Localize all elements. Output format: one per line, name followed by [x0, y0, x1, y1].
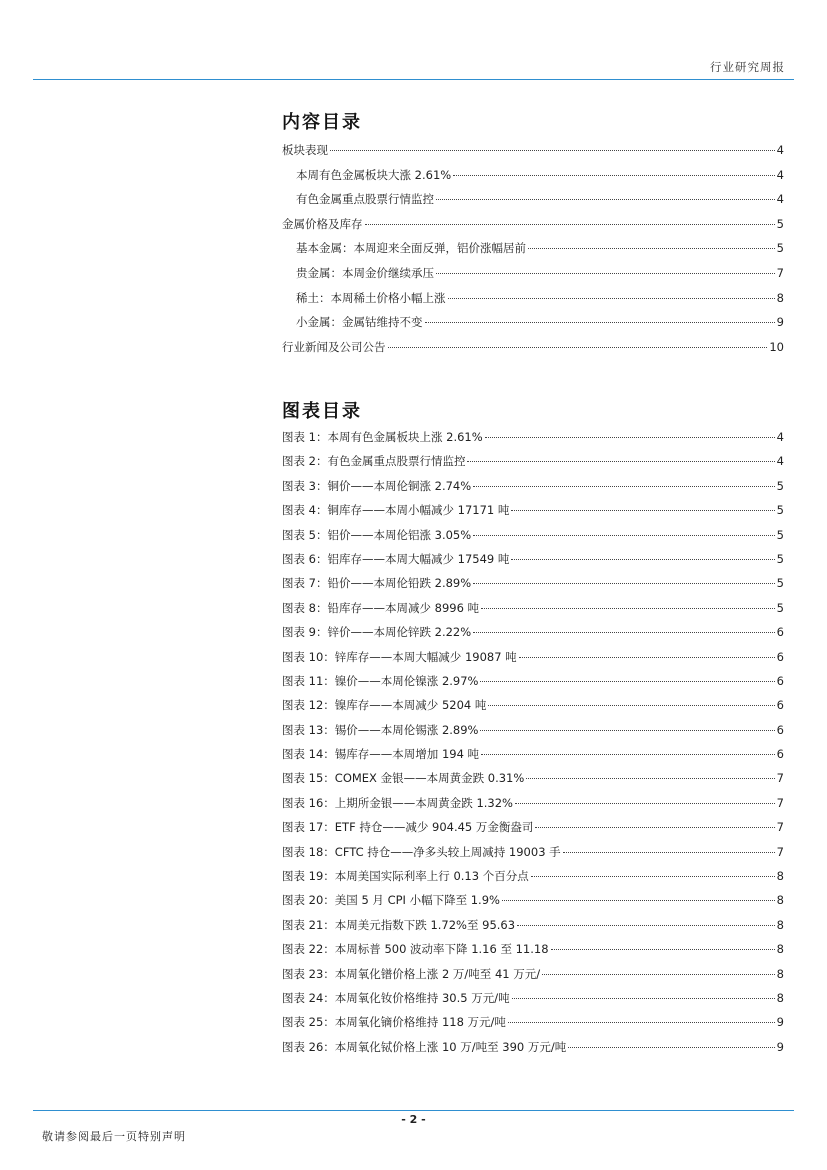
figure-entry-page-number: 4 — [776, 454, 784, 469]
figure-entry-page-number: 8 — [776, 942, 784, 957]
figure-entry-page-number: 6 — [776, 649, 784, 664]
figure-entry-page-number: 8 — [776, 990, 784, 1005]
dot-leader — [535, 827, 774, 828]
footer-disclaimer: 敬请参阅最后一页特别声明 — [42, 1130, 186, 1143]
figure-entry[interactable] — [282, 917, 784, 941]
dot-leader — [517, 925, 775, 926]
toc-entry[interactable] — [282, 142, 784, 167]
dot-leader — [425, 322, 775, 323]
dot-leader — [542, 974, 775, 975]
figure-entry-label: 图表 19：本周美国实际利率上行 0.13 个百分点 — [282, 869, 529, 884]
toc-entry[interactable] — [282, 265, 784, 290]
dot-leader — [512, 998, 775, 999]
figure-entry[interactable] — [282, 966, 784, 990]
figure-entry[interactable] — [282, 892, 784, 916]
dot-leader — [473, 583, 775, 584]
figure-entry[interactable] — [282, 551, 784, 575]
figure-entry[interactable] — [282, 697, 784, 721]
figure-entry[interactable] — [282, 649, 784, 673]
figure-entry-label: 图表 9：锌价——本周伦锌跌 2.22% — [282, 625, 472, 640]
figure-entry-label: 图表 2：有色金属重点股票行情监控 — [282, 454, 466, 469]
dot-leader — [467, 461, 774, 462]
figure-entry-page-number: 8 — [776, 869, 784, 884]
toc-entry-page-number: 5 — [776, 241, 784, 256]
figure-entry[interactable] — [282, 868, 784, 892]
figure-entry-page-number: 7 — [776, 820, 784, 835]
figure-entry-label: 图表 14：锡库存——本周增加 194 吨 — [282, 747, 480, 762]
dot-leader — [448, 298, 775, 299]
figure-entry-page-number: 6 — [776, 673, 784, 688]
dot-leader — [436, 273, 775, 274]
figure-entry[interactable] — [282, 429, 784, 453]
dot-leader — [502, 900, 775, 901]
figure-entry-page-number: 5 — [776, 503, 784, 518]
figure-entry-label: 图表 11：镍价——本周伦镍涨 2.97% — [282, 673, 479, 688]
figure-entry-page-number: 8 — [776, 966, 784, 981]
figure-entry-label: 图表 16：上期所金银——本周黄金跌 1.32% — [282, 795, 513, 810]
figure-entry[interactable] — [282, 746, 784, 770]
figure-entry-page-number: 9 — [776, 1015, 784, 1030]
toc-entry-page-number: 4 — [776, 143, 784, 157]
figure-entry-page-number: 6 — [776, 747, 784, 762]
figure-entry[interactable] — [282, 770, 784, 794]
toc-entry[interactable] — [282, 290, 784, 315]
toc-list — [282, 142, 784, 363]
figure-entry[interactable] — [282, 673, 784, 697]
toc-entry-page-number: 9 — [776, 315, 784, 330]
toc-entry-label: 有色金属重点股票行情监控 — [296, 192, 434, 207]
figure-entry-label: 图表 1：本周有色金属板块上涨 2.61% — [282, 430, 483, 444]
figure-entry-label: 图表 3：铜价——本周伦铜涨 2.74% — [282, 478, 472, 493]
figure-entry[interactable] — [282, 624, 784, 648]
dot-leader — [563, 852, 775, 853]
figure-entry[interactable] — [282, 575, 784, 599]
figure-entry[interactable] — [282, 844, 784, 868]
dot-leader — [488, 705, 774, 706]
dot-leader — [508, 1022, 775, 1023]
figure-entry-label: 图表 18：CFTC 持仓——净多头较上周减持 19003 手 — [282, 844, 561, 859]
dot-leader — [473, 486, 775, 487]
figure-entry[interactable] — [282, 795, 784, 819]
dot-leader — [519, 657, 775, 658]
dot-leader — [528, 248, 775, 249]
dot-leader — [531, 876, 775, 877]
figure-entry-page-number: 5 — [776, 478, 784, 493]
header-divider — [33, 79, 794, 80]
figure-entry-label: 图表 21：本周美元指数下跌 1.72%至 95.63 — [282, 917, 516, 932]
toc-entry-label: 板块表现 — [282, 143, 328, 157]
figure-entry-label: 图表 17：ETF 持仓——减少 904.45 万金衡盎司 — [282, 820, 534, 835]
figure-toc-list — [282, 429, 784, 1063]
figure-entry[interactable] — [282, 478, 784, 502]
dot-leader — [515, 803, 775, 804]
figure-entry-label: 图表 24：本周氧化钕价格维持 30.5 万元/吨 — [282, 990, 510, 1005]
toc-entry-label: 贵金属：本周金价继续承压 — [296, 265, 434, 280]
toc-entry-page-number: 8 — [776, 290, 784, 305]
dot-leader — [485, 437, 775, 438]
figure-entry-page-number: 8 — [776, 917, 784, 932]
figure-entry-label: 图表 23：本周氧化镨价格上涨 2 万/吨至 41 万元/ — [282, 966, 541, 981]
dot-leader — [551, 949, 775, 950]
dot-leader — [511, 559, 774, 560]
figure-entry[interactable] — [282, 600, 784, 624]
figure-entry-label: 图表 25：本周氧化镝价格维持 118 万元/吨 — [282, 1015, 506, 1030]
figure-entry[interactable] — [282, 502, 784, 526]
toc-entry-page-number: 7 — [776, 265, 784, 280]
figure-entry-page-number: 8 — [776, 893, 784, 908]
toc-entry-page-number: 4 — [776, 192, 784, 207]
figure-entry-page-number: 9 — [776, 1039, 784, 1054]
figure-toc-title: 图表目录 — [282, 401, 362, 422]
figure-entry[interactable] — [282, 1039, 784, 1063]
footer-divider — [33, 1110, 794, 1111]
dot-leader — [481, 754, 775, 755]
figure-entry-page-number: 6 — [776, 722, 784, 737]
dot-leader — [568, 1047, 774, 1048]
figure-entry[interactable] — [282, 1014, 784, 1038]
figure-entry-page-number: 6 — [776, 625, 784, 640]
dot-leader — [480, 681, 774, 682]
figure-entry-label: 图表 20：美国 5 月 CPI 小幅下降至 1.9% — [282, 893, 500, 908]
toc-entry-label: 本周有色金属板块大涨 2.61% — [296, 167, 452, 182]
figure-entry[interactable] — [282, 990, 784, 1014]
figure-entry-label: 图表 10：锌库存——本周大幅减少 19087 吨 — [282, 649, 517, 664]
figure-entry-page-number: 5 — [776, 527, 784, 542]
toc-entry[interactable] — [282, 240, 784, 265]
dot-leader — [453, 175, 774, 176]
figure-entry[interactable] — [282, 453, 784, 477]
toc-entry[interactable] — [282, 167, 784, 192]
figure-entry-page-number: 7 — [776, 771, 784, 786]
toc-entry-page-number: 5 — [776, 216, 784, 231]
page-header-title: 行业研究周报 — [710, 60, 785, 74]
page-number: - 2 - — [401, 1113, 426, 1126]
figure-entry-label: 图表 4：铜库存——本周小幅减少 17171 吨 — [282, 503, 510, 518]
figure-entry-label: 图表 5：铝价——本周伦铝涨 3.05% — [282, 527, 472, 542]
figure-entry-page-number: 7 — [776, 795, 784, 810]
toc-entry-label: 金属价格及库存 — [282, 216, 363, 231]
figure-entry[interactable] — [282, 819, 784, 843]
dot-leader — [481, 608, 775, 609]
dot-leader — [480, 730, 774, 731]
figure-entry-label: 图表 8：铅库存——本周减少 8996 吨 — [282, 600, 480, 615]
figure-entry-label: 图表 22：本周标普 500 波动率下降 1.16 至 11.18 — [282, 942, 549, 957]
dot-leader — [511, 510, 774, 511]
toc-entry-label: 基本金属：本周迎来全面反弹，铝价涨幅居前 — [296, 241, 526, 256]
dot-leader — [526, 778, 774, 779]
figure-entry[interactable] — [282, 941, 784, 965]
toc-title: 内容目录 — [282, 112, 362, 133]
toc-entry-page-number: 10 — [769, 339, 784, 354]
dot-leader — [365, 224, 775, 225]
figure-entry-page-number: 5 — [776, 551, 784, 566]
figure-entry-label: 图表 6：铝库存——本周大幅减少 17549 吨 — [282, 551, 510, 566]
toc-entry-label: 小金属：金属钴维持不变 — [296, 315, 423, 330]
dot-leader — [388, 347, 768, 348]
figure-entry[interactable] — [282, 527, 784, 551]
figure-entry-page-number: 5 — [776, 576, 784, 591]
figure-entry-page-number: 6 — [776, 698, 784, 713]
figure-entry[interactable] — [282, 722, 784, 746]
toc-entry-page-number: 4 — [776, 167, 784, 182]
toc-entry[interactable] — [282, 216, 784, 241]
figure-entry-page-number: 4 — [776, 430, 784, 444]
figure-entry-label: 图表 15：COMEX 金银——本周黄金跌 0.31% — [282, 771, 525, 786]
toc-entry[interactable] — [282, 314, 784, 339]
figure-entry-label: 图表 13：锡价——本周伦锡涨 2.89% — [282, 722, 479, 737]
toc-entry-label: 稀土：本周稀土价格小幅上涨 — [296, 290, 446, 305]
dot-leader — [473, 535, 775, 536]
figure-entry-label: 图表 12：镍库存——本周减少 5204 吨 — [282, 698, 487, 713]
figure-entry-label: 图表 7：铅价——本周伦铅跌 2.89% — [282, 576, 472, 591]
dot-leader — [330, 150, 775, 151]
toc-entry[interactable] — [282, 191, 784, 216]
figure-entry-page-number: 7 — [776, 844, 784, 859]
dot-leader — [436, 199, 775, 200]
figure-entry-page-number: 5 — [776, 600, 784, 615]
dot-leader — [473, 632, 775, 633]
figure-entry-label: 图表 26：本周氧化铽价格上涨 10 万/吨至 390 万元/吨 — [282, 1039, 567, 1054]
toc-entry-label: 行业新闻及公司公告 — [282, 339, 386, 354]
toc-entry[interactable] — [282, 339, 784, 364]
